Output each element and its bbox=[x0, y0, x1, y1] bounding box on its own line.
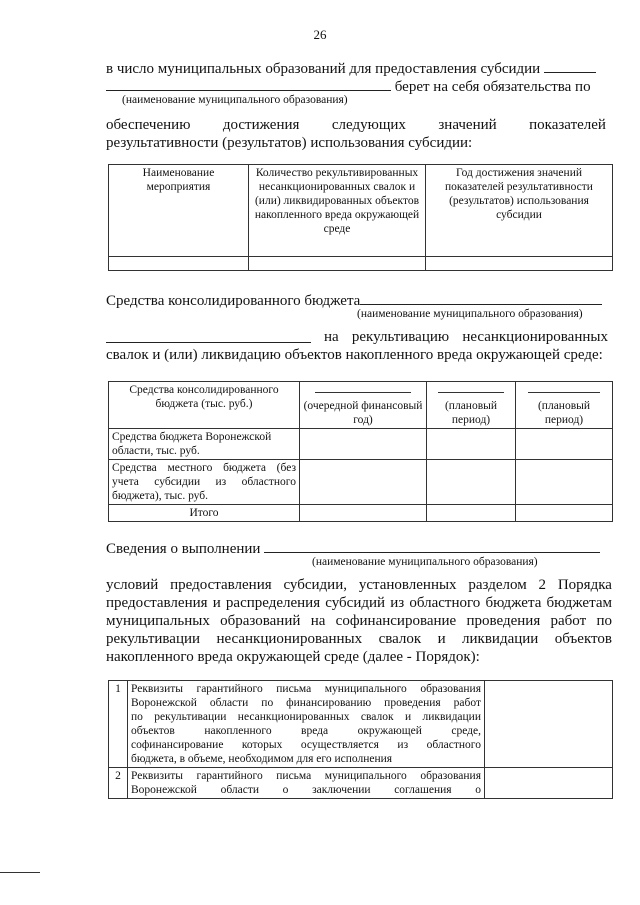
word: установленных bbox=[358, 577, 457, 593]
word: распределения bbox=[225, 595, 321, 611]
info-paragraph-line bbox=[106, 630, 612, 648]
table-cell bbox=[427, 460, 516, 505]
word: образований bbox=[220, 613, 301, 629]
header-quantity: Количество рекультивированных несанкционированных свалок и (или) ликвидированных объектов накопленного вреда окружающей среде bbox=[249, 165, 426, 257]
header-text: (плановый период) bbox=[537, 400, 591, 426]
header-event-name: Наименование мероприятия bbox=[109, 165, 249, 257]
header-text: (очередной финансовый год) bbox=[303, 400, 423, 426]
text-line: по рекультивации несанкционированных свалок и ликвидации bbox=[131, 711, 481, 723]
row-label-local: Средства местного бюджета (без учета субсидии из областного бюджета), тыс. руб. bbox=[109, 460, 300, 505]
table-cell bbox=[427, 429, 516, 460]
table-cell bbox=[516, 429, 613, 460]
word: субсидий bbox=[325, 595, 386, 611]
intro-line-4: результативности (результатов) использования субсидии: bbox=[106, 135, 473, 151]
table-cell bbox=[516, 505, 613, 522]
header-year: Год достижения значений показателей результативности (результатов) использования субсидии bbox=[426, 165, 613, 257]
header-consolidated: Средства консолидированного бюджета (тыс. руб.) bbox=[109, 382, 300, 429]
word: несанкционированных bbox=[216, 631, 363, 647]
blank-field bbox=[544, 58, 596, 73]
info-line-1 bbox=[106, 538, 600, 558]
header-planned-1 bbox=[427, 382, 516, 429]
requisites-text bbox=[128, 681, 485, 768]
info-text: Сведения о выполнении bbox=[106, 541, 261, 557]
word: обеспечению bbox=[106, 117, 191, 133]
text-line: объектов накопленного вреда окружающей среде, bbox=[131, 725, 481, 737]
indicators-table bbox=[108, 164, 613, 271]
consolidated-line-2-words bbox=[324, 328, 608, 346]
word: условий bbox=[106, 577, 159, 593]
table-cell bbox=[427, 505, 516, 522]
page-number: 26 bbox=[313, 27, 327, 42]
intro-line-2 bbox=[106, 76, 591, 96]
word: муниципальных bbox=[106, 613, 210, 629]
word: субсидии, bbox=[283, 577, 347, 593]
intro-line-3 bbox=[106, 116, 606, 134]
table-cell bbox=[300, 460, 427, 505]
consolidated-text: Средства консолидированного бюджета bbox=[106, 293, 361, 309]
text-line: бюджета, в объеме, необходимом для его исполнения bbox=[131, 753, 393, 765]
blank-field bbox=[264, 538, 600, 553]
word: на bbox=[324, 329, 339, 345]
info-paragraph-line bbox=[106, 612, 612, 630]
word: областного bbox=[409, 595, 481, 611]
requisites-table bbox=[108, 680, 613, 799]
requisites-text bbox=[128, 768, 485, 799]
intro-text-2: берет на себя обязательства по bbox=[394, 79, 591, 95]
word: значений bbox=[438, 117, 497, 133]
word: ликвидации bbox=[462, 631, 539, 647]
word: предоставления bbox=[170, 577, 272, 593]
word: и bbox=[437, 631, 446, 647]
word: следующих bbox=[331, 117, 406, 133]
table-cell bbox=[485, 768, 613, 799]
header-planned-2 bbox=[516, 382, 613, 429]
row-number: 1 bbox=[109, 681, 128, 768]
table-cell bbox=[109, 257, 249, 271]
table-cell bbox=[300, 429, 427, 460]
consolidated-line-3: свалок и (или) ликвидацию объектов накопленного вреда окружающей среде: bbox=[106, 347, 603, 363]
word: показателей bbox=[529, 117, 606, 133]
row-number: 2 bbox=[109, 768, 128, 799]
table-cell bbox=[485, 681, 613, 768]
word: 2 bbox=[538, 577, 547, 593]
blank-field bbox=[360, 290, 602, 305]
table-cell bbox=[426, 257, 613, 271]
word: предоставления bbox=[106, 595, 208, 611]
word: рекультивации bbox=[106, 631, 201, 647]
word: по bbox=[596, 613, 612, 629]
caption-municipality: (наименование муниципального образования) bbox=[122, 94, 348, 106]
row-label-total: Итого bbox=[109, 505, 300, 522]
consolidated-line-1 bbox=[106, 290, 602, 310]
header-next-year bbox=[300, 382, 427, 429]
word: Порядка bbox=[557, 577, 612, 593]
text-line: Воронежской области о заключении соглашения о bbox=[131, 784, 481, 796]
table-cell bbox=[300, 505, 427, 522]
word: рекультивацию bbox=[351, 329, 450, 345]
word: софинансирование bbox=[335, 613, 457, 629]
word: достижения bbox=[222, 117, 300, 133]
info-paragraph-last: накопленного вреда окружающей среде (далее - Порядок): bbox=[106, 649, 480, 665]
blank-field bbox=[106, 76, 391, 91]
table-cell bbox=[249, 257, 426, 271]
footer-rule bbox=[0, 872, 40, 873]
info-paragraph-line bbox=[106, 576, 612, 594]
word: разделом bbox=[468, 577, 527, 593]
consolidated-line-2 bbox=[106, 328, 311, 348]
text-line: Реквизиты гарантийного письма муниципального образования bbox=[131, 683, 481, 695]
info-paragraph-line bbox=[106, 594, 612, 612]
word: несанкционированных bbox=[462, 329, 608, 345]
word: бюджета bbox=[485, 595, 542, 611]
table-cell bbox=[516, 460, 613, 505]
header-text: (плановый период) bbox=[444, 400, 498, 426]
word: из bbox=[390, 595, 405, 611]
budget-table bbox=[108, 381, 613, 522]
blank-field bbox=[106, 328, 311, 343]
word: работ bbox=[550, 613, 587, 629]
row-label-regional: Средства бюджета Воронежской области, тыс. руб. bbox=[109, 429, 300, 460]
text-line: Реквизиты гарантийного письма муниципального образования bbox=[131, 770, 481, 782]
caption-municipality: (наименование муниципального образования) bbox=[312, 556, 538, 568]
word: и bbox=[212, 595, 221, 611]
text-line: софинансирование которых осуществляется из областного bbox=[131, 739, 481, 751]
caption-municipality: (наименование муниципального образования) bbox=[357, 308, 583, 320]
intro-line-1 bbox=[106, 58, 596, 78]
word: проведения bbox=[466, 613, 541, 629]
word: объектов bbox=[554, 631, 612, 647]
text-line: Воронежской области по финансированию проведения работ bbox=[131, 697, 481, 709]
word: на bbox=[310, 613, 326, 629]
intro-text-1: в число муниципальных образований для предоставления субсидии bbox=[106, 61, 541, 77]
word: свалок bbox=[378, 631, 422, 647]
word: бюджетам bbox=[546, 595, 612, 611]
